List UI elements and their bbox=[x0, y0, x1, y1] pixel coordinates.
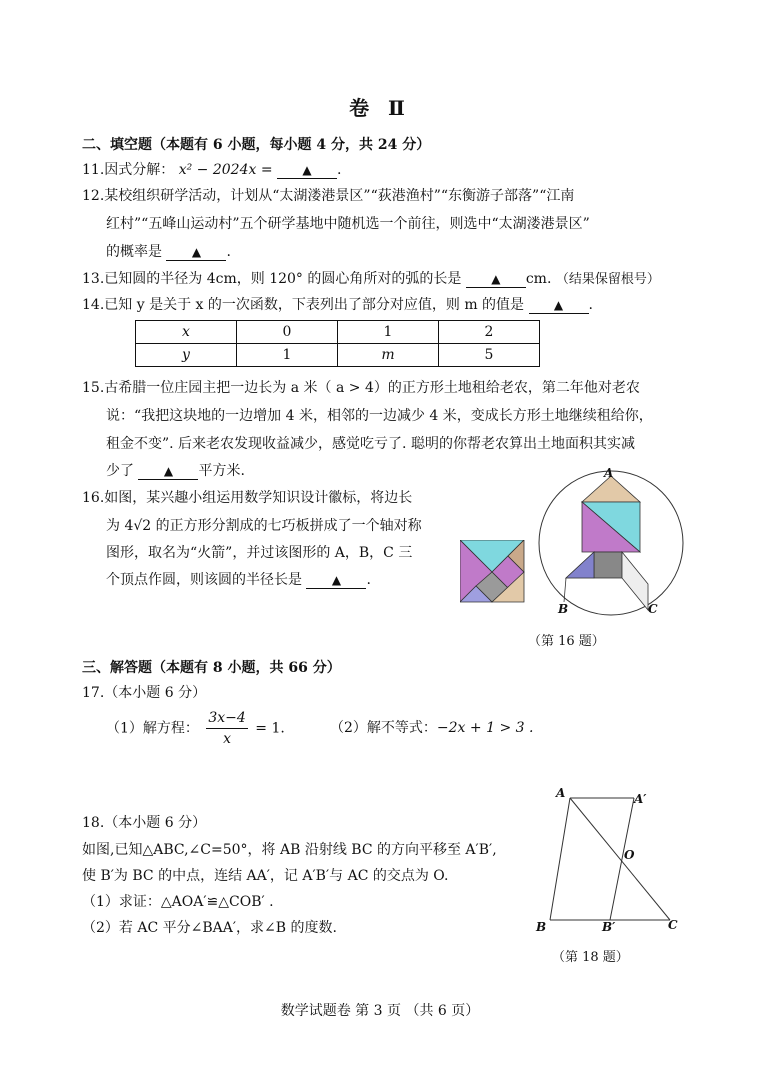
parallelogram-figure bbox=[540, 790, 680, 930]
figure-16-caption: （第 16 题） bbox=[528, 634, 605, 649]
value-table bbox=[135, 320, 540, 367]
answer-blank: ▲ bbox=[277, 162, 337, 179]
rocket-circle-figure bbox=[536, 468, 686, 620]
question-18-line-2: 使 B′为 BC 的中点，连结 AA′，记 A′B′与 AC 的交点为 O. bbox=[82, 868, 449, 884]
page-title: 卷 Ⅱ bbox=[349, 96, 411, 120]
question-16-line-1: 16.如图，某兴趣小组运用数学知识设计徽标，将边长 bbox=[82, 490, 413, 506]
answer-blank: ▲ bbox=[166, 244, 226, 261]
question-15-line-4: 少了 ▲ 平方米. bbox=[106, 463, 245, 479]
question-15-line-2: 说：“我把这块地的一边增加 4 米，相邻的一边减少 4 米，变成长方形土地继续租给你， bbox=[106, 408, 653, 424]
section-heading-fill-in: 二、填空题（本题有 6 小题，每小题 4 分，共 24 分） bbox=[82, 137, 431, 153]
question-11: 11.因式分解： x² − 2024x = ▲ . bbox=[82, 162, 342, 178]
fraction: $\frac{3x-4}{x}$ bbox=[208, 710, 246, 747]
segment-AB bbox=[550, 798, 570, 920]
page-footer: 数学试题卷 第 3 页 （共 6 页） bbox=[280, 1003, 480, 1019]
question-12-line-2: 红村”“五峰山运动村”五个研学基地中随机选一个前往，则选中“太湖溇港景区” bbox=[106, 216, 590, 232]
segment-AC bbox=[570, 798, 670, 920]
label-A-prime: A′ bbox=[634, 792, 647, 806]
label-C: C bbox=[668, 918, 678, 932]
question-13: 13.已知圆的半径为 4cm，则 120° 的圆心角所对的弧的长是 ▲ cm. （结果保留根号） bbox=[82, 271, 660, 287]
rocket-base bbox=[594, 552, 622, 578]
question-15-line-1: 15.古希腊一位庄园主把一边长为 a 米（ a > 4）的正方形土地租给老农，第二年他对老农 bbox=[82, 380, 640, 396]
table-row: x 0 1 2 bbox=[136, 321, 540, 344]
question-18-part-2: （2）若 AC 平分∠BAA′，求∠B 的度数. bbox=[82, 920, 337, 936]
answer-blank: ▲ bbox=[529, 297, 589, 314]
question-12-line-3: 的概率是 ▲ . bbox=[106, 244, 231, 260]
question-17-part-2: （2）解不等式：−2x + 1 > 3 . bbox=[330, 720, 534, 736]
question-18-part-1: （1）求证：△AOA′≌△COB′ . bbox=[82, 894, 274, 910]
tangram-square-figure bbox=[460, 540, 526, 604]
question-16-line-3: 图形，取名为“火箭”，并过该图形的 A，B，C 三 bbox=[106, 545, 413, 561]
answer-blank: ▲ bbox=[138, 463, 198, 480]
rocket-fin-right bbox=[622, 552, 648, 610]
question-12-line-1: 12.某校组织研学活动，计划从“太湖溇港景区”“荻港渔村”“东衡游子部落”“江南 bbox=[82, 188, 575, 204]
label-O: O bbox=[624, 848, 635, 862]
question-18-line-1: 如图,已知△ABC,∠C=50°，将 AB 沿射线 BC 的方向平移至 A′B′, bbox=[82, 842, 497, 858]
question-15-line-3: 租金不变”. 后来老农发现收益减少，感觉吃亏了. 聪明的你帮老农算出土地面积其实减 bbox=[106, 436, 635, 452]
question-16-line-2: 为 4√2 的正方形分割成的七巧板拼成了一个轴对称 bbox=[106, 518, 422, 534]
question-17-part-1: （1）解方程： $\frac{3x-4}{x}$ = 1. bbox=[106, 710, 285, 747]
label-B: B bbox=[536, 920, 547, 934]
table-row: y 1 m 5 bbox=[136, 344, 540, 367]
section-heading-solutions: 三、解答题（本题有 8 小题，共 66 分） bbox=[82, 660, 341, 676]
answer-blank: ▲ bbox=[466, 271, 526, 288]
label-C: C bbox=[648, 602, 658, 616]
figure-18-caption: （第 18 题） bbox=[552, 950, 629, 965]
question-14: 14.已知 y 是关于 x 的一次函数，下表列出了部分对应值，则 m 的值是 ▲ . bbox=[82, 297, 593, 313]
question-17-header: 17.（本小题 6 分） bbox=[82, 685, 207, 701]
label-B: B bbox=[558, 602, 569, 616]
label-A: A bbox=[604, 466, 614, 480]
question-18-header: 18.（本小题 6 分） bbox=[82, 815, 207, 831]
label-B-prime: B′ bbox=[602, 920, 616, 934]
label-A: A bbox=[556, 786, 566, 800]
answer-blank: ▲ bbox=[306, 572, 366, 589]
question-16-line-4: 个顶点作圆，则该圆的半径长是 ▲ . bbox=[106, 572, 371, 588]
